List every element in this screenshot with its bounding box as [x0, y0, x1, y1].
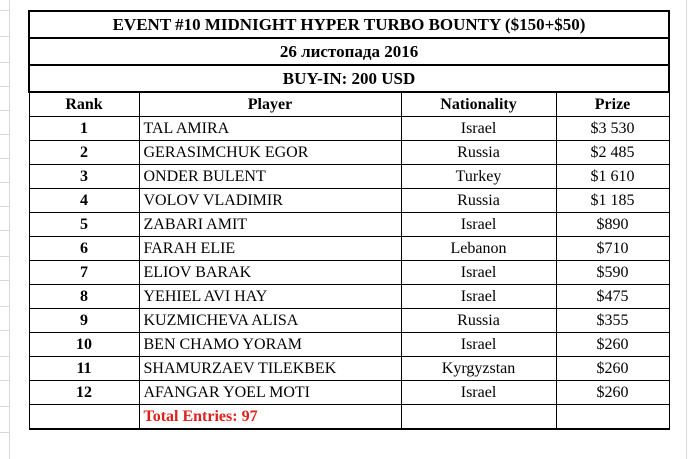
prize-cell[interactable]: $260: [556, 333, 669, 357]
prize-cell[interactable]: $590: [556, 261, 669, 285]
empty-cell[interactable]: [556, 405, 669, 430]
table-row: [29, 141, 669, 165]
prize-cell[interactable]: $1 610: [556, 165, 669, 189]
empty-cell[interactable]: [401, 405, 556, 430]
nationality-cell[interactable]: Russia: [401, 189, 556, 213]
table-row: [29, 165, 669, 189]
nationality-cell[interactable]: Lebanon: [401, 237, 556, 261]
rank-cell[interactable]: 4: [29, 189, 139, 213]
nationality-cell[interactable]: Russia: [401, 141, 556, 165]
nationality-cell[interactable]: Israel: [401, 381, 556, 405]
prize-cell[interactable]: $890: [556, 213, 669, 237]
player-cell[interactable]: GERASIMCHUK EGOR: [139, 141, 401, 165]
player-cell[interactable]: ZABARI AMIT: [139, 213, 401, 237]
column-header-row: [29, 92, 669, 117]
buyin-amount[interactable]: BUY-IN: 200 USD: [29, 65, 669, 92]
rank-cell[interactable]: 5: [29, 213, 139, 237]
nationality-cell[interactable]: Israel: [401, 261, 556, 285]
table-row: [29, 117, 669, 141]
column-header-prize[interactable]: Prize: [556, 92, 669, 117]
rank-cell[interactable]: 2: [29, 141, 139, 165]
event-title-row: [29, 11, 669, 38]
column-header-player[interactable]: Player: [139, 92, 401, 117]
nationality-cell[interactable]: Kyrgyzstan: [401, 357, 556, 381]
prize-cell[interactable]: $260: [556, 381, 669, 405]
player-cell[interactable]: ONDER BULENT: [139, 165, 401, 189]
player-cell[interactable]: TAL AMIRA: [139, 117, 401, 141]
prize-cell[interactable]: $710: [556, 237, 669, 261]
player-cell[interactable]: SHAMURZAEV TILEKBEK: [139, 357, 401, 381]
table-row: [29, 261, 669, 285]
spreadsheet-right-gridline: [686, 0, 700, 459]
prize-cell[interactable]: $2 485: [556, 141, 669, 165]
buyin-row: [29, 65, 669, 92]
rank-cell[interactable]: 10: [29, 333, 139, 357]
event-title[interactable]: EVENT #10 MIDNIGHT HYPER TURBO BOUNTY ($150+$50): [29, 11, 669, 38]
rank-cell[interactable]: 9: [29, 309, 139, 333]
prize-cell[interactable]: $1 185: [556, 189, 669, 213]
rank-cell[interactable]: 7: [29, 261, 139, 285]
rank-cell[interactable]: 1: [29, 117, 139, 141]
player-cell[interactable]: VOLOV VLADIMIR: [139, 189, 401, 213]
table-row: [29, 357, 669, 381]
player-cell[interactable]: KUZMICHEVA ALISA: [139, 309, 401, 333]
event-date-row: [29, 38, 669, 65]
player-cell[interactable]: ELIOV BARAK: [139, 261, 401, 285]
table-row: [29, 381, 669, 405]
player-cell[interactable]: YEHIEL AVI HAY: [139, 285, 401, 309]
player-cell[interactable]: FARAH ELIE: [139, 237, 401, 261]
table-row: [29, 309, 669, 333]
rank-cell[interactable]: 11: [29, 357, 139, 381]
table-row: [29, 333, 669, 357]
nationality-cell[interactable]: Turkey: [401, 165, 556, 189]
rank-cell[interactable]: 8: [29, 285, 139, 309]
total-entries[interactable]: Total Entries: 97: [139, 405, 401, 430]
nationality-cell[interactable]: Israel: [401, 333, 556, 357]
table-row: [29, 285, 669, 309]
rank-cell[interactable]: 12: [29, 381, 139, 405]
column-header-nationality[interactable]: Nationality: [401, 92, 556, 117]
rank-cell[interactable]: 3: [29, 165, 139, 189]
table-row: [29, 213, 669, 237]
nationality-cell[interactable]: Russia: [401, 309, 556, 333]
prize-cell[interactable]: $355: [556, 309, 669, 333]
results-table: [28, 10, 670, 430]
spreadsheet-left-gridline: [0, 0, 10, 459]
nationality-cell[interactable]: Israel: [401, 285, 556, 309]
prize-cell[interactable]: $3 530: [556, 117, 669, 141]
event-date[interactable]: 26 листопада 2016: [29, 38, 669, 65]
player-cell[interactable]: AFANGAR YOEL MOTI: [139, 381, 401, 405]
prize-cell[interactable]: $475: [556, 285, 669, 309]
column-header-rank[interactable]: Rank: [29, 92, 139, 117]
player-cell[interactable]: BEN CHAMO YORAM: [139, 333, 401, 357]
table-row: [29, 189, 669, 213]
empty-cell[interactable]: [29, 405, 139, 430]
prize-cell[interactable]: $260: [556, 357, 669, 381]
nationality-cell[interactable]: Israel: [401, 213, 556, 237]
table-row: [29, 237, 669, 261]
rank-cell[interactable]: 6: [29, 237, 139, 261]
total-entries-row: [29, 405, 669, 430]
nationality-cell[interactable]: Israel: [401, 117, 556, 141]
